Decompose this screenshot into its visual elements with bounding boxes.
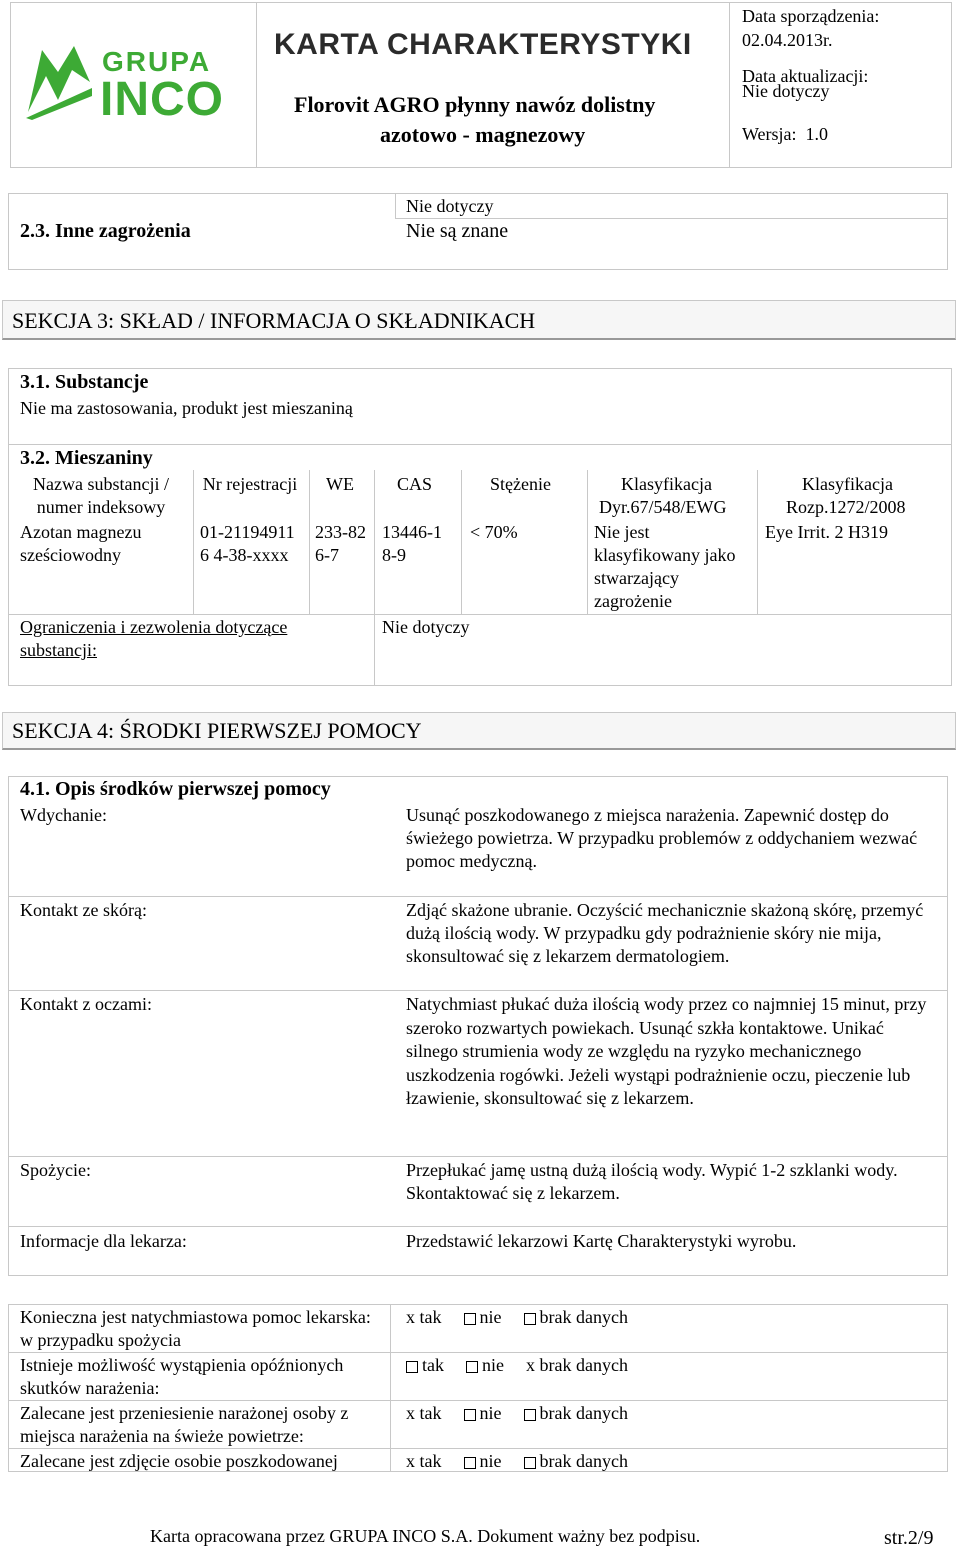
restrictions-label: Ograniczenia i zezwolenia dotyczące substancji: <box>20 617 288 660</box>
col-conc-header: Stężenie <box>490 474 551 494</box>
option-yes[interactable] <box>406 1451 442 1471</box>
check-row-options <box>406 1402 628 1425</box>
option-no-label: nie <box>479 1451 502 1471</box>
col-class1-header-a: Klasyfikacja <box>621 474 712 494</box>
skin-label: Kontakt ze skórą: <box>20 900 147 920</box>
updated-value: Nie dotyczy <box>742 81 830 101</box>
option-yes[interactable] <box>406 1307 442 1327</box>
inhalation-label: Wdychanie: <box>20 805 107 825</box>
col-class2-header-a: Klasyfikacja <box>802 474 893 494</box>
check-row-options <box>406 1354 628 1377</box>
check-row-label: Konieczna jest natychmiastowa pomoc lekarska: w przypadku spożycia <box>20 1307 371 1350</box>
page-number: str.2/9 <box>884 1527 934 1549</box>
option-no-data[interactable] <box>524 1403 628 1423</box>
skin-text: Zdjąć skażone ubranie. Oczyścić mechanicznie skażoną skórę, przemyć dużą ilością wody. W przypadku gdy podrażnienie skóry nie mija, skonsultować się z lekarzem dermatologiem. <box>406 900 924 966</box>
mix-col-line-3 <box>374 470 375 686</box>
check-row-options <box>406 1306 628 1329</box>
logo-line1: GRUPA <box>102 46 212 77</box>
option-yes[interactable] <box>406 1403 442 1423</box>
col-cas-header: CAS <box>397 474 433 494</box>
option-yes-label: x tak <box>406 1307 442 1327</box>
s23-value2: Nie są znane <box>406 220 509 242</box>
s4-divider-4 <box>8 1226 948 1227</box>
check-row-label: Zalecane jest zdjęcie osobie poszkodowanej <box>20 1451 338 1471</box>
s4-divider-3 <box>8 1156 948 1157</box>
version-label: Wersja: <box>742 124 797 144</box>
ingestion-text: Przepłukać jamę ustną dużą ilością wody. Wypić 1-2 szklanki wody. Skontaktować się z lekarzem. <box>406 1160 898 1203</box>
col-reg-header: Nr rejestracji <box>202 474 298 494</box>
checkbox-icon[interactable] <box>464 1313 476 1325</box>
sub31-text: Nie ma zastosowania, produkt jest mieszaniną <box>20 398 353 418</box>
option-no-data-label: brak danych <box>539 1403 628 1423</box>
option-no-data-label: x brak danych <box>526 1355 628 1375</box>
mix-col-line-6 <box>757 470 758 614</box>
version-line <box>742 123 828 146</box>
mix-col-line-1 <box>193 470 194 614</box>
option-yes-label: tak <box>422 1355 444 1375</box>
eye-text: Natychmiast płukać duża ilością wody przez co najmniej 15 minut, przy szeroko rozwartych powiekach. Usunąć szkła kontaktowe. Unikać silnego strumienia wody ze względu na ryzyko mechanicznego uszkodzenia rogówki. Jeżeli wystąpi podrażnienie oczu, pieczenie lub łzawienie, skonsultować się z lekarzem. <box>406 994 927 1108</box>
sub32-title: 3.2. Mieszaniny <box>20 447 153 469</box>
option-no-label: nie <box>482 1355 504 1375</box>
row-class-dir: Nie jest klasyfikowany jako stwarzający zagrożenie <box>594 522 736 611</box>
ingestion-label: Spożycie: <box>20 1160 91 1180</box>
option-no-data-label: brak danych <box>539 1307 628 1327</box>
version-value: 1.0 <box>805 124 829 144</box>
created-label: Data sporządzenia: <box>742 6 880 26</box>
checkbox-icon[interactable] <box>524 1313 536 1325</box>
grupa-inco-logo <box>22 42 242 126</box>
updated-label: Data aktualizacji: <box>742 66 869 86</box>
inhalation-text: Usunąć poszkodowanego z miejsca narażenia. Zapewnić dostęp do świeżego powietrza. W przypadku problemów z oddychaniem wezwać pomoc medyczną. <box>406 805 918 871</box>
sub41-title: 4.1. Opis środków pierwszej pomocy <box>20 778 331 800</box>
product-name-line1: Florovit AGRO płynny nawóz dolistny <box>294 92 656 117</box>
s23-label: 2.3. Inne zagrożenia <box>20 220 191 242</box>
checks-row-line-3 <box>8 1448 948 1449</box>
check-row-label: Zalecane jest przeniesienie narażonej osoby z miejsca narażenia na świeże powietrze: <box>20 1403 349 1446</box>
doctor-info-label: Informacje dla lekarza: <box>20 1231 187 1251</box>
sub31-title: 3.1. Substancje <box>20 371 149 393</box>
option-yes-label: x tak <box>406 1451 442 1471</box>
checkbox-icon[interactable] <box>524 1409 536 1421</box>
mix-col-line-5 <box>587 470 588 614</box>
checks-row-line-2 <box>8 1400 948 1401</box>
row-we-number: 233-826-7 <box>315 522 366 565</box>
check-row-options <box>406 1450 628 1473</box>
option-no-label: nie <box>479 1403 502 1423</box>
checks-row-line-1 <box>8 1352 948 1353</box>
s3-heading: SEKCJA 3: SKŁAD / INFORMACJA O SKŁADNIKACH <box>12 308 536 333</box>
option-no-data-label: brak danych <box>539 1451 628 1471</box>
option-no-label: nie <box>479 1307 502 1327</box>
restrictions-value: Nie dotyczy <box>382 617 470 637</box>
s4-divider-2 <box>8 990 948 991</box>
row-cas-number: 13446-18-9 <box>382 522 442 565</box>
row-substance-name: Azotan magnezu sześciowodny <box>20 522 142 565</box>
row-class-reg: Eye Irrit. 2 H319 <box>765 522 888 542</box>
option-no[interactable] <box>464 1451 502 1471</box>
product-name-line2: azotowo - magnezowy <box>380 122 586 147</box>
option-no[interactable] <box>466 1355 504 1375</box>
col-we-header: WE <box>326 474 354 494</box>
option-no[interactable] <box>464 1307 502 1327</box>
row-reg-number: 01-211949116 4-38-xxxx <box>200 522 295 565</box>
option-no-data[interactable] <box>526 1355 628 1375</box>
mix-row-line <box>8 614 952 615</box>
option-yes-label: x tak <box>406 1403 442 1423</box>
option-no-data[interactable] <box>524 1451 628 1471</box>
mix-col-line-2 <box>309 470 310 614</box>
checkbox-icon[interactable] <box>524 1457 536 1469</box>
mix-col-line-4 <box>461 470 462 614</box>
checkbox-icon[interactable] <box>464 1409 476 1421</box>
row-concentration: < 70% <box>470 522 518 542</box>
s4-heading: SEKCJA 4: ŚRODKI PIERWSZEJ POMOCY <box>12 718 422 743</box>
checkbox-icon[interactable] <box>406 1361 418 1373</box>
logo-mark-icon <box>22 42 96 122</box>
s23-value1: Nie dotyczy <box>406 196 494 216</box>
col-name-header: Nazwa substancji / numer indeksowy <box>33 474 169 517</box>
checkbox-icon[interactable] <box>464 1457 476 1469</box>
document-title: KARTA CHARAKTERYSTYKI <box>274 28 692 61</box>
option-no-data[interactable] <box>524 1307 628 1327</box>
check-row-label: Istnieje możliwość wystąpienia opóźnionych skutków narażenia: <box>20 1355 344 1398</box>
eye-label: Kontakt z oczami: <box>20 994 152 1014</box>
doctor-info-text: Przedstawić lekarzowi Kartę Charakterystyki wyrobu. <box>406 1231 797 1251</box>
option-no[interactable] <box>464 1403 502 1423</box>
col-class1-header-b: Dyr.67/548/EWG <box>599 497 727 517</box>
option-yes[interactable] <box>406 1355 444 1375</box>
s3-divider-1 <box>8 444 952 445</box>
s4-divider-1 <box>8 896 948 897</box>
checks-col-line <box>390 1304 391 1472</box>
created-value: 02.04.2013r. <box>742 30 833 50</box>
checkbox-icon[interactable] <box>466 1361 478 1373</box>
footer-text: Karta opracowana przez GRUPA INCO S.A. Dokument ważny bez podpisu. <box>150 1526 701 1546</box>
logo-line2: INCO <box>100 73 224 126</box>
col-class2-header-b: Rozp.1272/2008 <box>786 497 906 517</box>
